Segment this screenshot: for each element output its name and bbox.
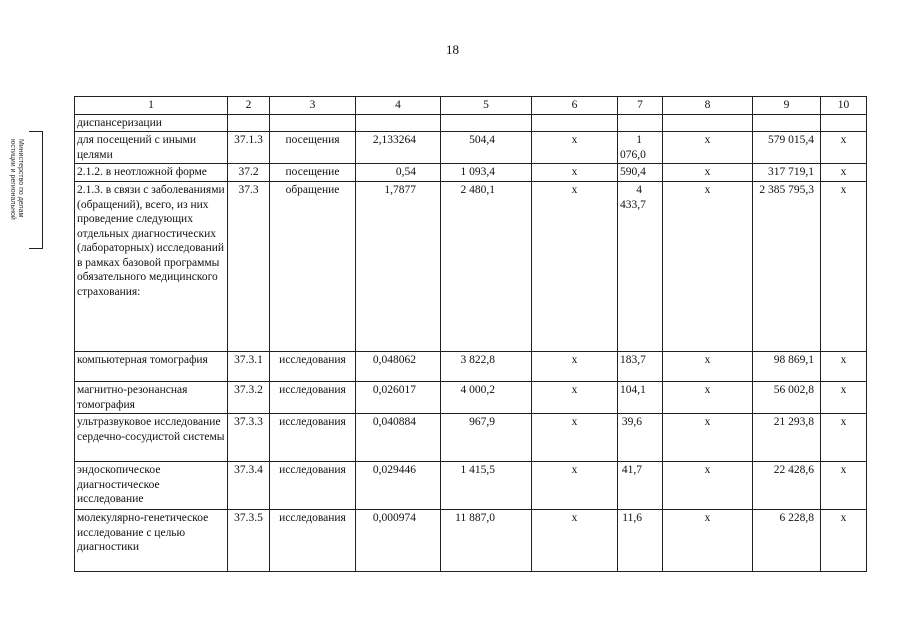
cell-unit: посещение — [270, 164, 356, 182]
cell-service-name: молекулярно-генетическое исследование с целью диагностики — [75, 510, 228, 572]
cell-unit: исследования — [270, 382, 356, 414]
cell-row-code: 37.3 — [228, 182, 270, 352]
cell-volume-norm — [356, 114, 441, 132]
cell-volume-norm: 0,000974 — [356, 510, 441, 572]
cell-per-capita: 1 076,0 — [618, 132, 663, 164]
column-header: 8 — [663, 97, 753, 115]
cell-service-name: 2.1.2. в неотложной форме — [75, 164, 228, 182]
cell-col6: х — [532, 132, 618, 164]
cell-service-name: 2.1.3. в связи с заболеваниями (обращений), всего, из них проведение следующих отдельных диагностических (лабораторных) исследований в рамках базовой программы обязательного медицинского страхования: — [75, 182, 228, 352]
cell-cost-unit: 4 000,2 — [441, 382, 532, 414]
cell-row-code — [228, 114, 270, 132]
cell-col8: х — [663, 382, 753, 414]
cell-volume-norm: 0,026017 — [356, 382, 441, 414]
cell-unit: посещения — [270, 132, 356, 164]
cell-per-capita: 41,7 — [618, 462, 663, 510]
cell-volume-norm: 2,133264 — [356, 132, 441, 164]
cell-col8: х — [663, 182, 753, 352]
cell-total: 579 015,4 — [753, 132, 821, 164]
cell-col8: х — [663, 132, 753, 164]
cell-cost-unit: 504,4 — [441, 132, 532, 164]
table-row — [75, 182, 867, 352]
cell-col8 — [663, 114, 753, 132]
cell-total: 22 428,6 — [753, 462, 821, 510]
cell-col10: х — [821, 510, 867, 572]
column-header: 3 — [270, 97, 356, 115]
table-header-row — [75, 97, 867, 115]
cell-row-code: 37.1.3 — [228, 132, 270, 164]
cell-col6: х — [532, 462, 618, 510]
cell-col6: х — [532, 164, 618, 182]
cell-col6: х — [532, 510, 618, 572]
cell-cost-unit: 11 887,0 — [441, 510, 532, 572]
cell-col6: х — [532, 382, 618, 414]
cell-col10: х — [821, 132, 867, 164]
cell-cost-unit: 967,9 — [441, 414, 532, 462]
table-row — [75, 382, 867, 414]
cell-col6: х — [532, 352, 618, 382]
table-row — [75, 352, 867, 382]
cell-per-capita: 4 433,7 — [618, 182, 663, 352]
cell-unit — [270, 114, 356, 132]
cell-unit: исследования — [270, 510, 356, 572]
cell-per-capita: 39,6 — [618, 414, 663, 462]
cell-total: 2 385 795,3 — [753, 182, 821, 352]
column-header: 2 — [228, 97, 270, 115]
cell-col6: х — [532, 182, 618, 352]
cell-total — [753, 114, 821, 132]
cell-cost-unit: 2 480,1 — [441, 182, 532, 352]
column-header: 10 — [821, 97, 867, 115]
cell-row-code: 37.3.4 — [228, 462, 270, 510]
table-row — [75, 164, 867, 182]
cell-col6: х — [532, 414, 618, 462]
cell-col6 — [532, 114, 618, 132]
registration-stamp — [29, 131, 43, 249]
cell-col8: х — [663, 352, 753, 382]
cell-service-name: диспансеризации — [75, 114, 228, 132]
cell-col8: х — [663, 414, 753, 462]
cell-total: 21 293,8 — [753, 414, 821, 462]
cell-row-code: 37.3.1 — [228, 352, 270, 382]
cell-volume-norm: 0,048062 — [356, 352, 441, 382]
cell-row-code: 37.3.3 — [228, 414, 270, 462]
cell-service-name: для посещений с иными целями — [75, 132, 228, 164]
table-row — [75, 510, 867, 572]
column-header: 7 — [618, 97, 663, 115]
cell-total: 317 719,1 — [753, 164, 821, 182]
cell-col8: х — [663, 510, 753, 572]
column-header: 1 — [75, 97, 228, 115]
table-row — [75, 414, 867, 462]
cell-cost-unit: 1 415,5 — [441, 462, 532, 510]
cell-service-name: компьютерная томография — [75, 352, 228, 382]
cell-service-name: ультразвуковое исследование сердечно-сосудистой системы — [75, 414, 228, 462]
column-header: 5 — [441, 97, 532, 115]
cell-cost-unit — [441, 114, 532, 132]
cell-volume-norm: 1,7877 — [356, 182, 441, 352]
cell-volume-norm: 0,54 — [356, 164, 441, 182]
table-row — [75, 114, 867, 132]
cell-total: 56 002,8 — [753, 382, 821, 414]
cell-total: 6 228,8 — [753, 510, 821, 572]
cell-unit: обращение — [270, 182, 356, 352]
column-header: 6 — [532, 97, 618, 115]
cell-service-name: эндоскопическое диагностическое исследование — [75, 462, 228, 510]
cell-col8: х — [663, 462, 753, 510]
column-header: 9 — [753, 97, 821, 115]
tariff-table — [74, 96, 867, 572]
stamp-line-1: Министерство по делам — [17, 139, 24, 218]
cell-volume-norm: 0,029446 — [356, 462, 441, 510]
cell-cost-unit: 3 822,8 — [441, 352, 532, 382]
cell-col8: х — [663, 164, 753, 182]
cell-col10 — [821, 114, 867, 132]
cell-per-capita: 183,7 — [618, 352, 663, 382]
registration-stamp-text — [8, 139, 24, 257]
cell-cost-unit: 1 093,4 — [441, 164, 532, 182]
table-row — [75, 462, 867, 510]
cell-row-code: 37.3.2 — [228, 382, 270, 414]
cell-row-code: 37.2 — [228, 164, 270, 182]
stamp-line-2: юстиции и региональной — [9, 139, 16, 220]
cell-total: 98 869,1 — [753, 352, 821, 382]
cell-col10: х — [821, 382, 867, 414]
cell-unit: исследования — [270, 414, 356, 462]
cell-col10: х — [821, 414, 867, 462]
cell-per-capita — [618, 114, 663, 132]
cell-service-name: магнитно-резонансная томография — [75, 382, 228, 414]
page-number: 18 — [446, 42, 459, 57]
cell-col10: х — [821, 182, 867, 352]
cell-volume-norm: 0,040884 — [356, 414, 441, 462]
cell-unit: исследования — [270, 352, 356, 382]
table-row — [75, 132, 867, 164]
cell-per-capita: 590,4 — [618, 164, 663, 182]
cell-unit: исследования — [270, 462, 356, 510]
cell-col10: х — [821, 462, 867, 510]
cell-col10: х — [821, 352, 867, 382]
cell-col10: х — [821, 164, 867, 182]
cell-per-capita: 104,1 — [618, 382, 663, 414]
cell-per-capita: 11,6 — [618, 510, 663, 572]
column-header: 4 — [356, 97, 441, 115]
cell-row-code: 37.3.5 — [228, 510, 270, 572]
